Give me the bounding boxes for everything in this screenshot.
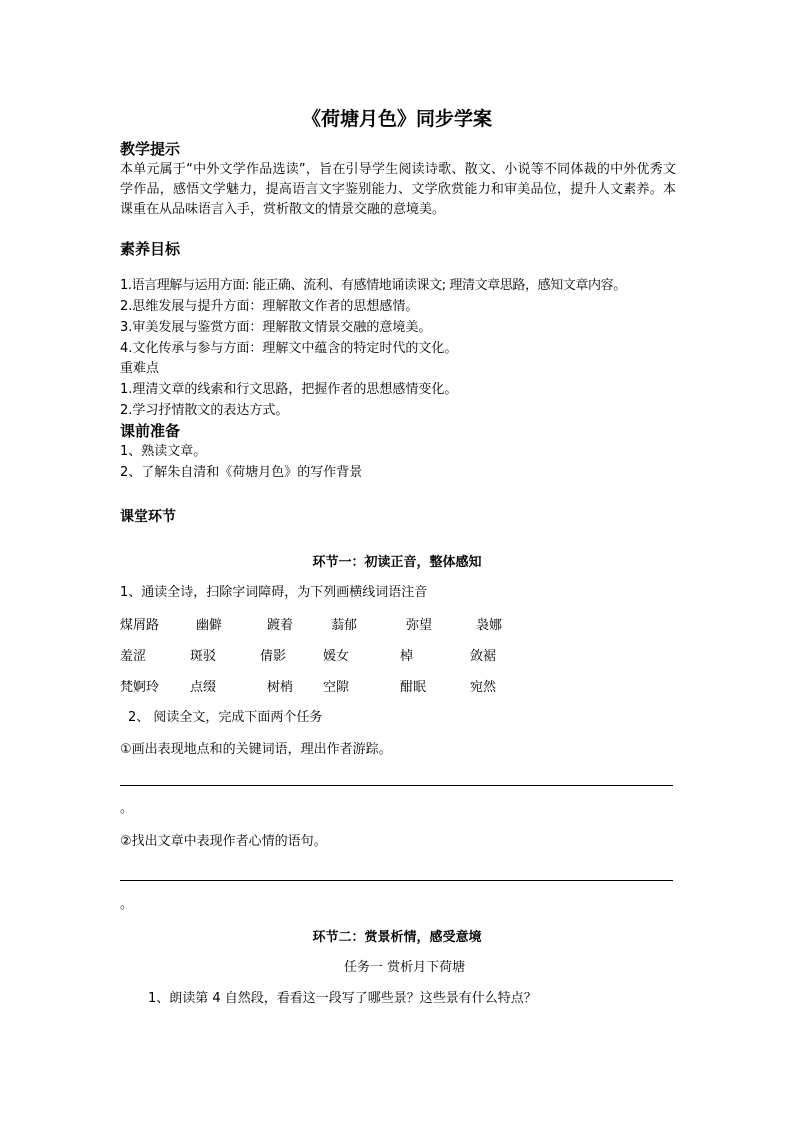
vocab-word: 踱着 <box>267 618 294 633</box>
task-2: ②找出文章中表现作者心情的语句。 <box>120 834 327 849</box>
section1-title: 环节一：初读正音，整体感知 <box>312 555 482 570</box>
vocab-word: 树梢 <box>267 680 294 695</box>
key-point-item: 1.理清文章的线索和行文思路，把握作者的思想感情变化。 <box>120 382 458 397</box>
vocab-word: 点缀 <box>190 680 217 695</box>
key-point-item: 2.学习抒情散文的表达方式。 <box>120 403 289 418</box>
section1-question-1: 1、通读全诗，扫除字词障碍，为下列画横线词语注音 <box>120 585 428 600</box>
vocab-word: 棹 <box>400 649 414 664</box>
goals-heading: 素养目标 <box>120 240 181 258</box>
end-mark: 。 <box>120 801 134 816</box>
answer-line <box>120 785 673 786</box>
vocab-word: 羞涩 <box>120 649 147 664</box>
page-title: 《荷塘月色》同步学案 <box>301 108 492 130</box>
vocab-word: 敛裾 <box>470 649 497 664</box>
goal-item: 4.文化传承与参与方面：理解文中蕴含的特定时代的文化。 <box>120 341 458 356</box>
vocab-word: 袅娜 <box>476 618 503 633</box>
goal-item: 1.语言理解与运用方面: 能正确、流利、有感情地诵读课文; 理清文章思路，感知文章内容。 <box>120 278 626 293</box>
preparation-item: 1、熟读文章。 <box>120 444 207 459</box>
task-1: ①画出表现地点和的关键词语，理出作者游踪。 <box>120 742 392 757</box>
vocab-word: 媛女 <box>323 649 350 664</box>
vocab-word: 宛然 <box>470 680 497 695</box>
vocab-word: 空隙 <box>323 680 350 695</box>
class-heading: 课堂环节 <box>120 509 176 525</box>
goal-item: 3.审美发展与鉴赏方面：理解散文情景交融的意境美。 <box>120 320 432 335</box>
vocab-word: 酣眠 <box>400 680 427 695</box>
key-points-heading: 重难点 <box>120 361 160 376</box>
vocab-word: 斑驳 <box>190 649 217 664</box>
section2-subtitle: 任务一 赏析月下荷塘 <box>344 960 466 975</box>
teaching-tips-heading: 教学提示 <box>120 140 181 158</box>
goal-item: 2.思维发展与提升方面：理解散文作者的思想感情。 <box>120 299 419 314</box>
vocab-word: 幽僻 <box>196 618 223 633</box>
teaching-tips-text: 本单元属于“中外文学作品选读”，旨在引导学生阅读诗歌、散文、小说等不同体裁的中外优秀文学作品，感悟文学魅力，提高语言文字鉴别能力、文学欣赏能力和审美品位，提升人文素养。本课重在从品味语言入手，赏析散文的情景交融的意境美。 <box>120 162 676 217</box>
vocab-word: 梵婀玲 <box>120 680 160 695</box>
vocab-word: 弥望 <box>406 618 433 633</box>
vocab-word: 蓊郁 <box>331 618 358 633</box>
answer-line <box>120 880 673 881</box>
vocab-word: 煤屑路 <box>120 618 160 633</box>
vocab-word: 倩影 <box>260 649 287 664</box>
preparation-heading: 课前准备 <box>120 422 181 440</box>
section2-question-1: 1、朗读第 4 自然段，看看这一段写了哪些景？这些景有什么特点？ <box>148 991 537 1006</box>
preparation-item: 2、了解朱自清和《荷塘月色》的写作背景 <box>120 465 363 480</box>
section1-question-2: 2、 阅读全文，完成下面两个任务 <box>128 710 323 725</box>
section2-title: 环节二：赏景析情，感受意境 <box>312 930 482 945</box>
end-mark: 。 <box>120 897 134 912</box>
